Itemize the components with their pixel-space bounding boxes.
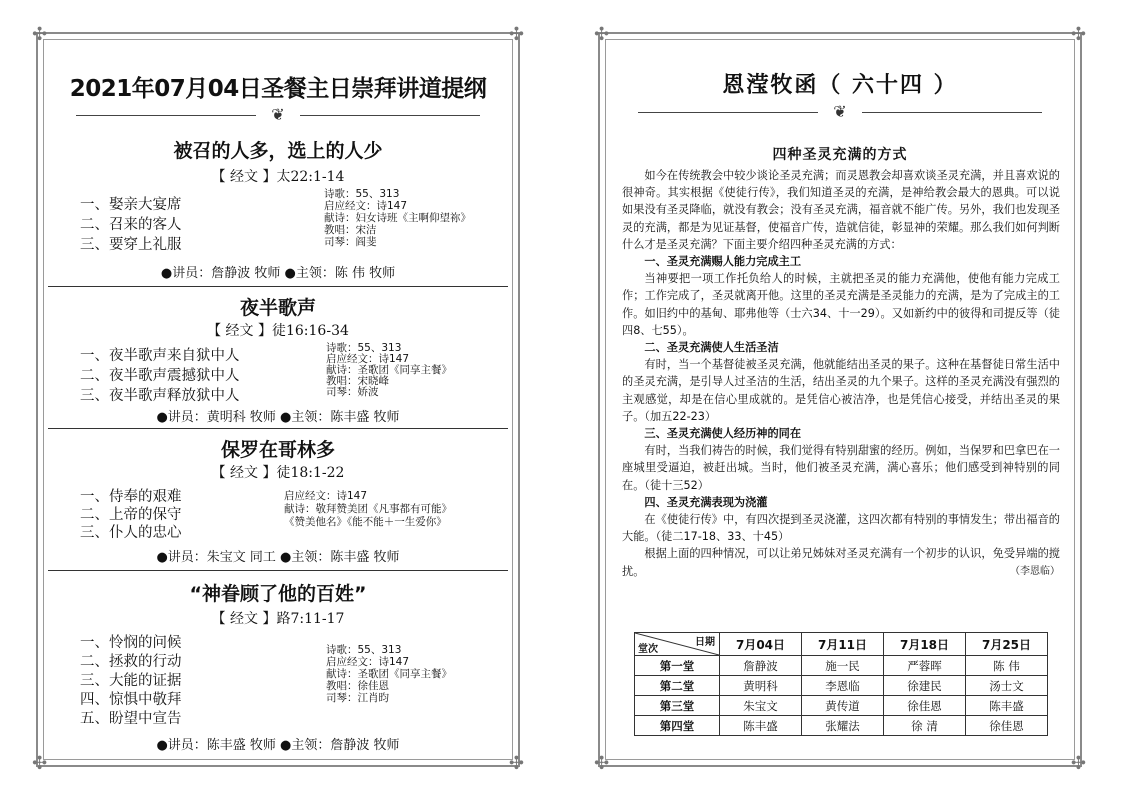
corner-ornament-icon: ✣ xyxy=(1070,24,1086,45)
title-divider xyxy=(638,103,1042,123)
service-label: 第二堂 xyxy=(635,676,720,696)
service-details: 诗歌：55、313 启应经文：诗147 献诗：妇女诗班《主啊仰望祢》 教唱：宋洁 司琴：阎斐 xyxy=(324,188,471,248)
outline-point: 二、召来的客人 xyxy=(80,217,182,233)
paragraph: 有时，当一个基督徒被圣灵充满，他就能结出圣灵的果子。这种在基督徒日常生活中的圣灵充满，是引导人过圣洁的生活，结出圣灵的九个果子。这样的圣灵充满没有强烈的主观感觉，却是在信心里成就的。是凭信心被洁净，也是凭信心接受，并结出圣灵的果子。（加五22-23） xyxy=(622,358,1060,423)
letter-subtitle: 四种圣灵充满的方式 xyxy=(772,147,908,163)
table-cell: 黄传道 xyxy=(802,696,884,716)
scripture-reference: 【 经文 】路7:11-17 xyxy=(211,611,345,627)
table-row xyxy=(635,676,1048,696)
table-cell: 陈 伟 xyxy=(966,656,1048,676)
outline-point: 一、怜悯的问候 xyxy=(80,635,182,651)
corner-ornament-icon: ✣ xyxy=(508,753,524,774)
outline-point: 三、要穿上礼服 xyxy=(80,237,182,253)
paragraph-heading: 一、圣灵充满赐人能力完成主工 xyxy=(644,255,802,269)
flourish-icon: ❦ xyxy=(271,105,285,124)
scripture-reference: 【 经文 】徒16:16-34 xyxy=(207,323,349,339)
outline-point: 三、夜半歌声释放狱中人 xyxy=(80,388,240,404)
table-row xyxy=(635,696,1048,716)
outline-point: 三、大能的证据 xyxy=(80,673,182,689)
scripture-reference: 【 经文 】徒18:1-22 xyxy=(211,465,345,481)
preaching-schedule-table xyxy=(634,632,1048,736)
paragraph: 如今在传统教会中较少谈论圣灵充满；而灵恩教会却喜欢谈圣灵充满，并且喜欢说的很神奇。其实根据《使徒行传》，我们知道圣灵的充满，是神给教会最大的恩典。可以说如果没有圣灵降临，就没有教会；没有圣灵充满，福音就不能广传。另外，我们也发现圣灵的充满，都是为见证基督，使福音广传，造就信徒，彰显神的荣耀。那么我们如何判断什么才是圣灵充满？下面主要介绍四种圣灵充满的方式： xyxy=(622,169,1060,251)
outline-point: 三、仆人的忠心 xyxy=(80,525,182,541)
corner-ornament-icon: ✣ xyxy=(1070,753,1086,774)
outline-point: 二、拯救的行动 xyxy=(80,654,182,670)
service-details: 诗歌：55、313 启应经文：诗147 献诗：圣歌团《同享主餐》 教唱：徐佳恩 司琴：江肖昀 xyxy=(326,644,452,704)
outline-point: 一、娶亲大宴席 xyxy=(80,197,182,213)
corner-ornament-icon: ✣ xyxy=(594,753,610,774)
outline-point: 四、惊惧中敬拜 xyxy=(80,692,182,708)
date-header: 7月25日 xyxy=(966,633,1048,656)
table-corner-cell: 日期 堂次 xyxy=(635,633,720,656)
table-cell: 陈丰盛 xyxy=(966,696,1048,716)
table-header-row xyxy=(635,633,1048,656)
table-cell: 李恩临 xyxy=(802,676,884,696)
outline-point: 二、夜半歌声震撼狱中人 xyxy=(80,368,240,384)
page-title: 2021年07月04日圣餐主日崇拜讲道提纲 xyxy=(69,76,487,102)
section-divider xyxy=(48,428,508,429)
speaker-line: ●讲员：朱宝文 同工 ●主领：陈丰盛 牧师 xyxy=(156,550,400,565)
section-divider xyxy=(48,286,508,287)
paragraph: 在《使徒行传》中，有四次提到圣灵浇灌，这四次都有特别的事情发生；带出福音的大能。（徒二17-18、33、十45） xyxy=(622,513,1060,544)
section-divider xyxy=(48,570,508,571)
letter-title: 恩滢牧函（ 六十四 ） xyxy=(722,72,958,98)
speaker-line: ●讲员：黄明科 牧师 ●主领：陈丰盛 牧师 xyxy=(156,410,400,425)
date-header: 7月04日 xyxy=(720,633,802,656)
outline-point: 一、夜半歌声来自狱中人 xyxy=(80,348,240,364)
left-page xyxy=(32,24,524,774)
speaker-line: ●讲员：詹静波 牧师 ●主领：陈 伟 牧师 xyxy=(160,266,396,281)
speaker-line: ●讲员：陈丰盛 牧师 ●主领：詹静波 牧师 xyxy=(156,738,400,753)
scripture-reference: 【 经文 】太22:1-14 xyxy=(211,169,345,185)
table-cell: 汤士文 xyxy=(966,676,1048,696)
outline-point: 五、盼望中宣告 xyxy=(80,711,182,727)
sermon-title: “神眷顾了他的百姓” xyxy=(189,583,367,605)
title-divider xyxy=(76,106,480,126)
author-signature: （李恩临） xyxy=(1010,565,1060,577)
table-cell: 徐建民 xyxy=(884,676,966,696)
paragraph: 根据上面的四种情况，可以让弟兄姊妹对圣灵充满有一个初步的认识，免受异端的搅扰。 xyxy=(622,547,1060,578)
sermon-title: 夜半歌声 xyxy=(239,297,316,319)
flourish-icon: ❦ xyxy=(833,102,847,121)
table-cell: 徐佳恩 xyxy=(884,696,966,716)
date-header: 7月11日 xyxy=(802,633,884,656)
table-cell: 陈丰盛 xyxy=(720,716,802,736)
sermon-title: 保罗在哥林多 xyxy=(220,439,335,461)
table-cell: 徐佳恩 xyxy=(966,716,1048,736)
paragraph: 当神要把一项工作托负给人的时候，主就把圣灵的能力充满他，使他有能力完成工作；工作完成了，圣灵就离开他。这里的圣灵充满是圣灵能力的充满，是为了完成主的工作。如旧约中的基甸、耶弗他等（士六34、十一29）。又如新约中的彼得和司提反等（徒四8、七55）。 xyxy=(622,272,1060,337)
service-label: 第三堂 xyxy=(635,696,720,716)
outline-point: 一、侍奉的艰难 xyxy=(80,489,182,505)
table-cell: 黄明科 xyxy=(720,676,802,696)
table-cell: 朱宝文 xyxy=(720,696,802,716)
service-label: 第四堂 xyxy=(635,716,720,736)
table-cell: 詹静波 xyxy=(720,656,802,676)
table-row xyxy=(635,716,1048,736)
table-cell: 施一民 xyxy=(802,656,884,676)
table-row xyxy=(635,656,1048,676)
table-cell: 严蓉晖 xyxy=(884,656,966,676)
outline-point: 二、上帝的保守 xyxy=(80,507,182,523)
right-page xyxy=(594,24,1086,774)
corner-ornament-icon: ✣ xyxy=(594,24,610,45)
table-cell: 张耀法 xyxy=(802,716,884,736)
service-details: 启应经文：诗147 献诗：敬拜赞美团《凡事都有可能》 《赞美他名》《能不能＋一生爱你》 xyxy=(284,490,452,528)
corner-ornament-icon: ✣ xyxy=(32,24,48,45)
paragraph-heading: 三、圣灵充满使人经历神的同在 xyxy=(644,427,802,441)
corner-ornament-icon: ✣ xyxy=(508,24,524,45)
date-header: 7月18日 xyxy=(884,633,966,656)
paragraph-heading: 四、圣灵充满表现为浇灌 xyxy=(644,495,768,509)
paragraph-heading: 二、圣灵充满使人生活圣洁 xyxy=(644,341,779,355)
corner-ornament-icon: ✣ xyxy=(32,753,48,774)
sermon-title: 被召的人多，选上的人少 xyxy=(173,140,383,162)
paragraph: 有时，当我们祷告的时候，我们觉得有特别甜蜜的经历。例如，当保罗和巴拿巴在一座城里受逼迫，被赶出城。当时，他们被圣灵充满，满心喜乐；他们感受到神特别的同在。（徒十三52） xyxy=(622,444,1060,492)
service-details: 诗歌：55、313 启应经文：诗147 献诗：圣歌团《同享主餐》 教唱：宋晓峰 司琴：娇波 xyxy=(326,342,452,398)
service-label: 第一堂 xyxy=(635,656,720,676)
letter-body xyxy=(622,167,1060,580)
table-cell: 徐 清 xyxy=(884,716,966,736)
